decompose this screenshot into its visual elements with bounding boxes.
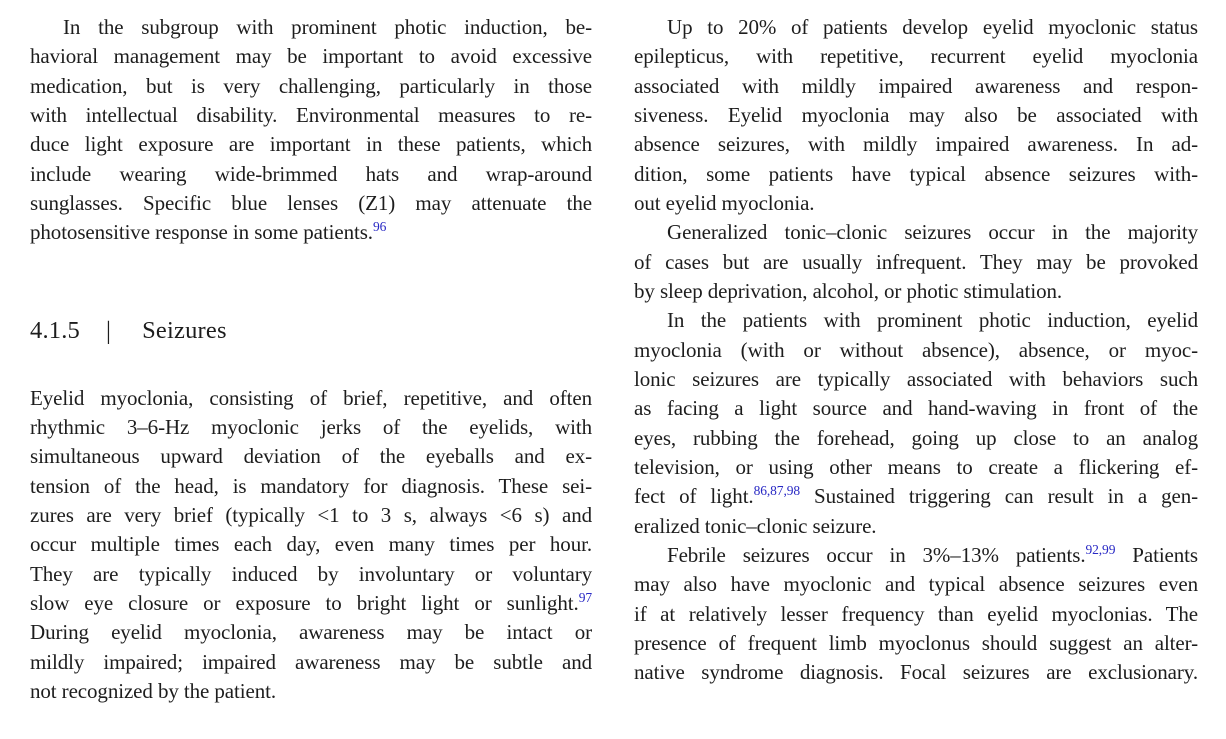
citation-ref[interactable]: 92,99 — [1085, 541, 1116, 557]
section-heading — [30, 314, 592, 348]
text-line: In the patients with prominent photic induction, eyelid — [667, 308, 1198, 333]
left-column — [30, 13, 592, 706]
text-line: not recognized by the patient. — [30, 678, 276, 703]
text-line: occur multiple times each day, even many times per hour. — [30, 532, 592, 557]
text-line: They are typically induced by involuntary or voluntary — [30, 561, 592, 586]
section-title: Seizures — [142, 316, 227, 344]
text-line: medication, but is very challenging, particularly in those — [30, 73, 592, 98]
section-number: 4.1.5 — [30, 316, 80, 344]
text-line: presence of frequent limb myoclonus should suggest an alter- — [634, 630, 1198, 655]
right-column — [634, 13, 1198, 688]
text-line: Generalized tonic–clonic seizures occur in the majority — [667, 220, 1198, 245]
text-line: native syndrome diagnosis. Focal seizures are exclusionary. — [634, 660, 1198, 685]
text-line: havioral management may be important to avoid excessive — [30, 44, 592, 69]
text-line: if at relatively lesser frequency than eyelid myoclonias. The — [634, 601, 1198, 626]
paragraph — [634, 306, 1198, 541]
text-line: photosensitive response in some patients.$^{96}$ — [30, 219, 387, 245]
text-line: lonic seizures are typically associated with behaviors such — [634, 366, 1198, 391]
text-line: tension of the head, is mandatory for diagnosis. These sei- — [30, 473, 592, 498]
paragraph — [634, 218, 1198, 306]
text-line: epilepticus, with repetitive, recurrent eyelid myoclonia — [634, 44, 1198, 69]
text-line: sunglasses. Specific blue lenses (Z1) may attenuate the — [30, 190, 592, 215]
text-line: rhythmic 3–6-Hz myoclonic jerks of the eyelids, with — [30, 414, 592, 439]
text-line: as facing a light source and hand-waving in front of the — [634, 396, 1198, 421]
text-line: simultaneous upward deviation of the eyeballs and ex- — [30, 444, 592, 469]
text-line: During eyelid myoclonia, awareness may be intact or — [30, 620, 592, 645]
text-line: myoclonia (with or without absence), absence, or myoc- — [634, 337, 1198, 362]
text-line: Eyelid myoclonia, consisting of brief, repetitive, and often — [30, 385, 592, 410]
heading-separator-bar: | — [106, 315, 112, 345]
citation-ref[interactable]: 96 — [372, 219, 387, 235]
text-line: include wearing wide-brimmed hats and wrap-around — [30, 161, 592, 186]
text-line: of cases but are usually infrequent. They may be provoked — [634, 249, 1198, 274]
text-line: eralized tonic–clonic seizure. — [634, 513, 877, 538]
text-line: television, or using other means to create a flickering ef- — [634, 454, 1198, 479]
text-line: slow eye closure or exposure to bright light or sunlight.$^{97}$ — [30, 589, 592, 615]
text-line: may also have myoclonic and typical absence seizures even — [634, 572, 1198, 597]
text-line: In the subgroup with prominent photic induction, be- — [63, 15, 592, 39]
text-line: with intellectual disability. Environmental measures to re- — [30, 102, 592, 127]
citation-ref[interactable]: 97 — [578, 589, 592, 605]
text-line: fect of light.$^{86,87,98}$ Sustained triggering can result in a gen- — [634, 483, 1198, 509]
paragraph — [30, 384, 592, 707]
text-line: mildly impaired; impaired awareness may be subtle and — [30, 649, 592, 674]
text-line: absence seizures, with mildly impaired awareness. In ad- — [634, 132, 1198, 157]
paragraph — [634, 541, 1198, 688]
paragraph — [634, 13, 1198, 218]
text-line: siveness. Eyelid myoclonia may also be associated with — [634, 102, 1198, 127]
text-line: Febrile seizures occur in 3%–13% patients.$^{92,99}$ Patients — [667, 541, 1198, 567]
text-line: associated with mildly impaired awareness and respon- — [634, 73, 1198, 98]
text-line: eyes, rubbing the forehead, going up close to an analog — [634, 425, 1198, 450]
text-line: duce light exposure are important in these patients, which — [30, 132, 592, 157]
paragraph — [30, 13, 592, 248]
text-line: zures are very brief (typically <1 to 3 s, always <6 s) and — [30, 502, 592, 527]
text-line: Up to 20% of patients develop eyelid myoclonic status — [667, 15, 1198, 39]
text-line: dition, some patients have typical absence seizures with- — [634, 161, 1198, 186]
text-line: out eyelid myoclonia. — [634, 190, 815, 215]
text-line: by sleep deprivation, alcohol, or photic stimulation. — [634, 278, 1063, 303]
citation-ref[interactable]: 86,87,98 — [753, 483, 801, 499]
